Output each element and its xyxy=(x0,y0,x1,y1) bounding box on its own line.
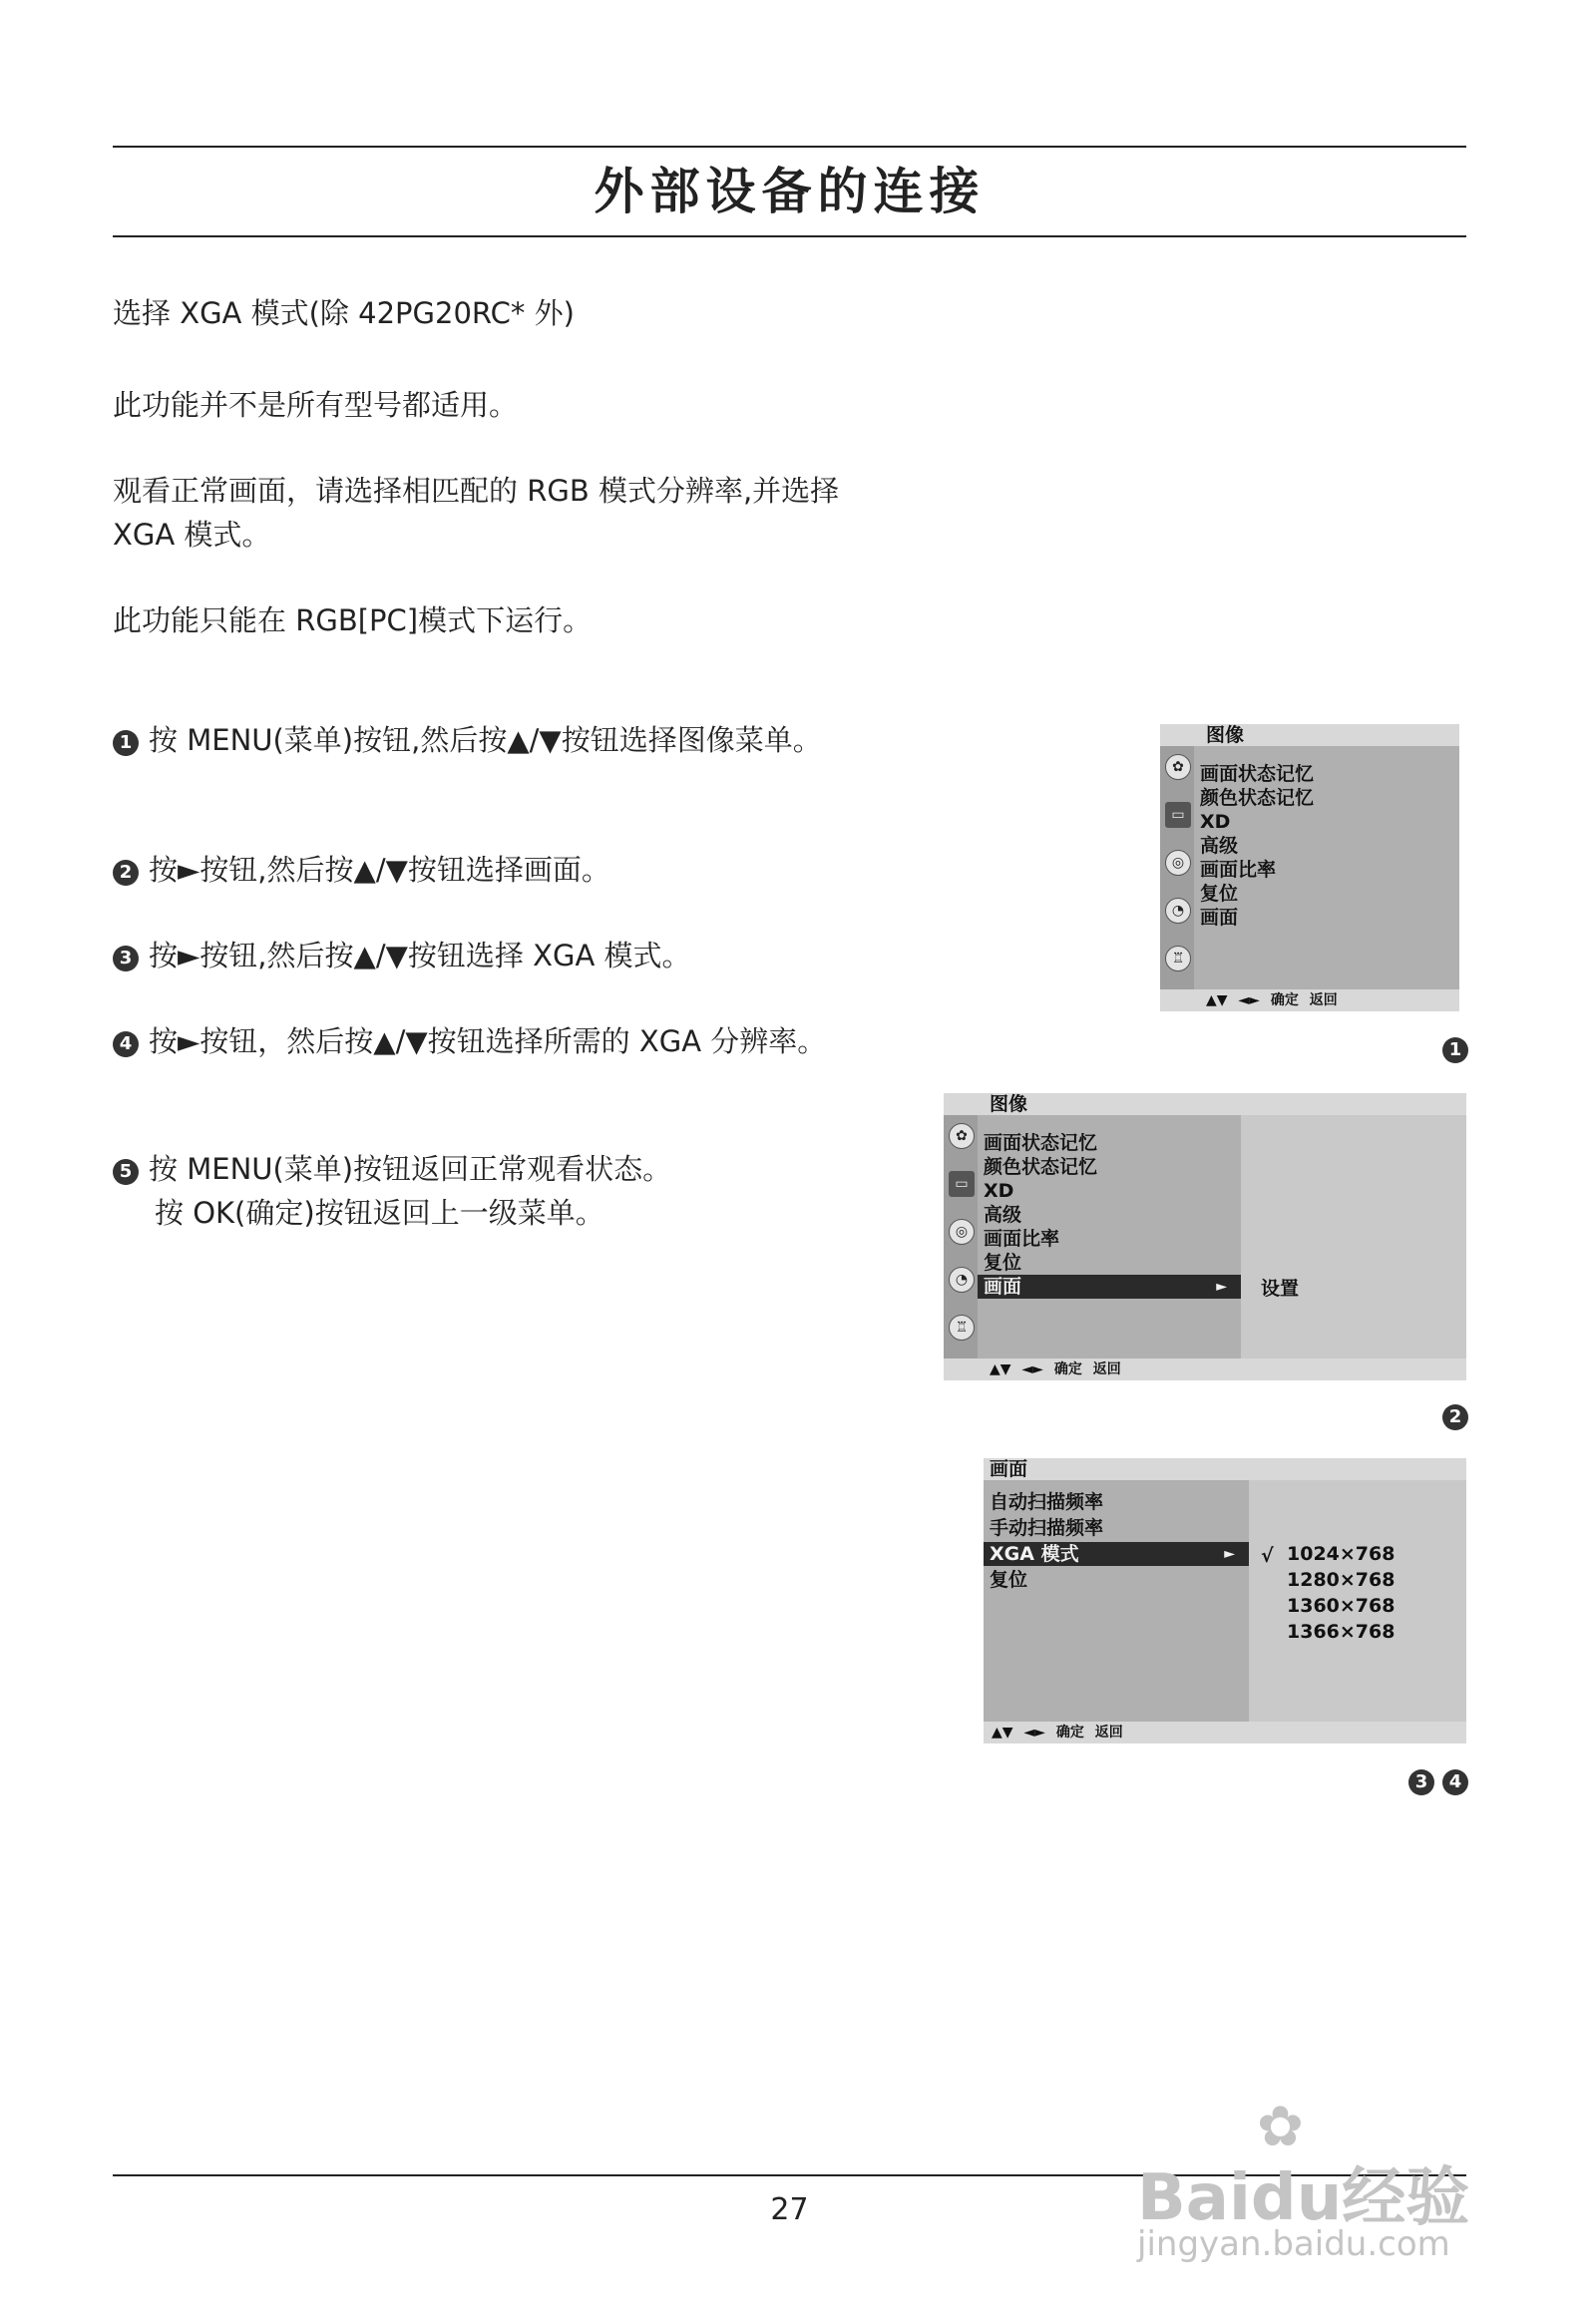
resolution-option[interactable]: 1280×768 xyxy=(1287,1569,1396,1591)
picture-icon: ✿ xyxy=(949,1123,975,1149)
paragraph-pc-only: 此功能只能在 RGB[PC]模式下运行。 xyxy=(113,603,593,637)
osd-item[interactable]: 自动扫描频率 xyxy=(990,1491,1104,1513)
figure-badge-2: 2 xyxy=(1442,1404,1468,1430)
osd-item[interactable]: 手动扫描频率 xyxy=(990,1517,1104,1539)
timer-icon: ◔ xyxy=(1165,898,1191,924)
osd-list xyxy=(1194,746,1459,989)
osd-item[interactable]: 画面比率 xyxy=(1200,859,1277,881)
osd-header: 画面 xyxy=(984,1458,1466,1480)
osd-item[interactable]: 颜色状态记忆 xyxy=(1200,787,1315,809)
osd-item[interactable]: 画面比率 xyxy=(984,1228,1060,1250)
step-number: 1 xyxy=(113,730,139,756)
figure-badge-1: 1 xyxy=(1442,1037,1468,1063)
step-text: 按 MENU(菜单)按钮返回正常观看状态。 xyxy=(149,1152,672,1186)
top-rule xyxy=(113,146,1466,148)
audio-icon: ◎ xyxy=(949,1219,975,1245)
step-1 xyxy=(113,718,871,762)
osd-footer: ▲▼ ◄► 确定 返回 xyxy=(944,1358,1466,1380)
resolution-option[interactable]: 1366×768 xyxy=(1287,1621,1396,1643)
figure-badge-3: 3 xyxy=(1408,1769,1434,1795)
osd-item[interactable]: 高级 xyxy=(984,1204,1022,1226)
osd-item-selected[interactable] xyxy=(978,1275,1241,1299)
step-3 xyxy=(113,934,871,977)
osd-item[interactable]: 画面状态记忆 xyxy=(984,1132,1098,1154)
watermark-paw-icon: ✿ xyxy=(1257,2095,1304,2159)
osd-header: 图像 xyxy=(1160,724,1459,746)
osd-submenu xyxy=(1249,1480,1466,1722)
osd-footer: ▲▼ ◄► 确定 返回 xyxy=(984,1722,1466,1743)
osd-submenu-item[interactable]: 设置 xyxy=(1261,1278,1300,1300)
page-title: 外部设备的连接 xyxy=(594,163,986,220)
watermark-url: jingyan.baidu.com xyxy=(1137,2224,1450,2264)
step-4 xyxy=(113,1019,871,1063)
section-subheading: 选择 XGA 模式(除 42PG20RC* 外) xyxy=(113,296,575,330)
arrow-right-icon: ► xyxy=(1216,1279,1227,1295)
osd-item[interactable]: 复位 xyxy=(1200,883,1239,905)
osd-header: 图像 xyxy=(944,1093,1466,1115)
osd-submenu xyxy=(1241,1115,1466,1358)
osd-icon-column xyxy=(944,1115,978,1358)
osd-footer: ▲▼ ◄► 确定 返回 xyxy=(1160,989,1459,1011)
option-icon: ♖ xyxy=(949,1315,975,1341)
osd-list xyxy=(978,1115,1241,1358)
osd-list xyxy=(984,1480,1249,1722)
step-text: 按 MENU(菜单)按钮,然后按▲/▼按钮选择图像菜单。 xyxy=(149,723,822,757)
step-number: 5 xyxy=(113,1159,139,1185)
check-icon: √ xyxy=(1261,1545,1274,1567)
step-text: 按►按钮,然后按▲/▼按钮选择 XGA 模式。 xyxy=(149,939,691,972)
step-text: 按►按钮,然后按▲/▼按钮选择画面。 xyxy=(149,853,610,887)
title-rule xyxy=(113,235,1466,237)
step-5 xyxy=(113,1147,871,1235)
step-number: 2 xyxy=(113,860,139,886)
picture-icon: ✿ xyxy=(1165,754,1191,780)
osd-item[interactable]: 复位 xyxy=(990,1569,1028,1591)
osd-item[interactable]: 高级 xyxy=(1200,835,1239,857)
osd-item-label: 画面 xyxy=(984,1276,1022,1298)
arrow-right-icon: ► xyxy=(1224,1546,1235,1562)
osd-picture-menu xyxy=(1160,724,1459,1011)
osd-item[interactable]: 复位 xyxy=(984,1252,1022,1274)
step-text-2: 按 OK(确定)按钮返回上一级菜单。 xyxy=(155,1196,604,1230)
option-icon: ♖ xyxy=(1165,946,1191,971)
step-number: 4 xyxy=(113,1031,139,1057)
step-number: 3 xyxy=(113,946,139,971)
screen-icon: ▭ xyxy=(1165,802,1191,828)
osd-item[interactable]: 颜色状态记忆 xyxy=(984,1156,1098,1178)
resolution-option[interactable]: 1360×768 xyxy=(1287,1595,1396,1617)
step-text: 按►按钮，然后按▲/▼按钮选择所需的 XGA 分辨率。 xyxy=(149,1024,827,1058)
watermark xyxy=(1127,2095,1526,2274)
screen-icon: ▭ xyxy=(949,1171,975,1197)
osd-icon-column xyxy=(1160,746,1194,989)
osd-item-selected[interactable] xyxy=(984,1542,1249,1566)
timer-icon: ◔ xyxy=(949,1267,975,1293)
paragraph-rgb-mode: 观看正常画面，请选择相匹配的 RGB 模式分辨率,并选择 XGA 模式。 xyxy=(113,474,840,552)
osd-screen-menu xyxy=(984,1458,1466,1743)
paragraph-availability: 此功能并不是所有型号都适用。 xyxy=(113,388,519,422)
osd-item[interactable]: XD xyxy=(984,1180,1014,1202)
resolution-option[interactable]: 1024×768 xyxy=(1287,1543,1396,1565)
step-2 xyxy=(113,848,871,892)
osd-item[interactable]: 画面 xyxy=(1200,907,1239,929)
page-number: 27 xyxy=(770,2192,809,2227)
figure-badge-4: 4 xyxy=(1442,1769,1468,1795)
audio-icon: ◎ xyxy=(1165,850,1191,876)
osd-item[interactable]: XD xyxy=(1200,811,1231,833)
osd-picture-menu-expanded xyxy=(944,1093,1466,1380)
osd-item-label: XGA 模式 xyxy=(990,1543,1079,1565)
watermark-brand: Baidu经验 xyxy=(1137,2161,1470,2235)
osd-item[interactable]: 画面状态记忆 xyxy=(1200,763,1315,785)
